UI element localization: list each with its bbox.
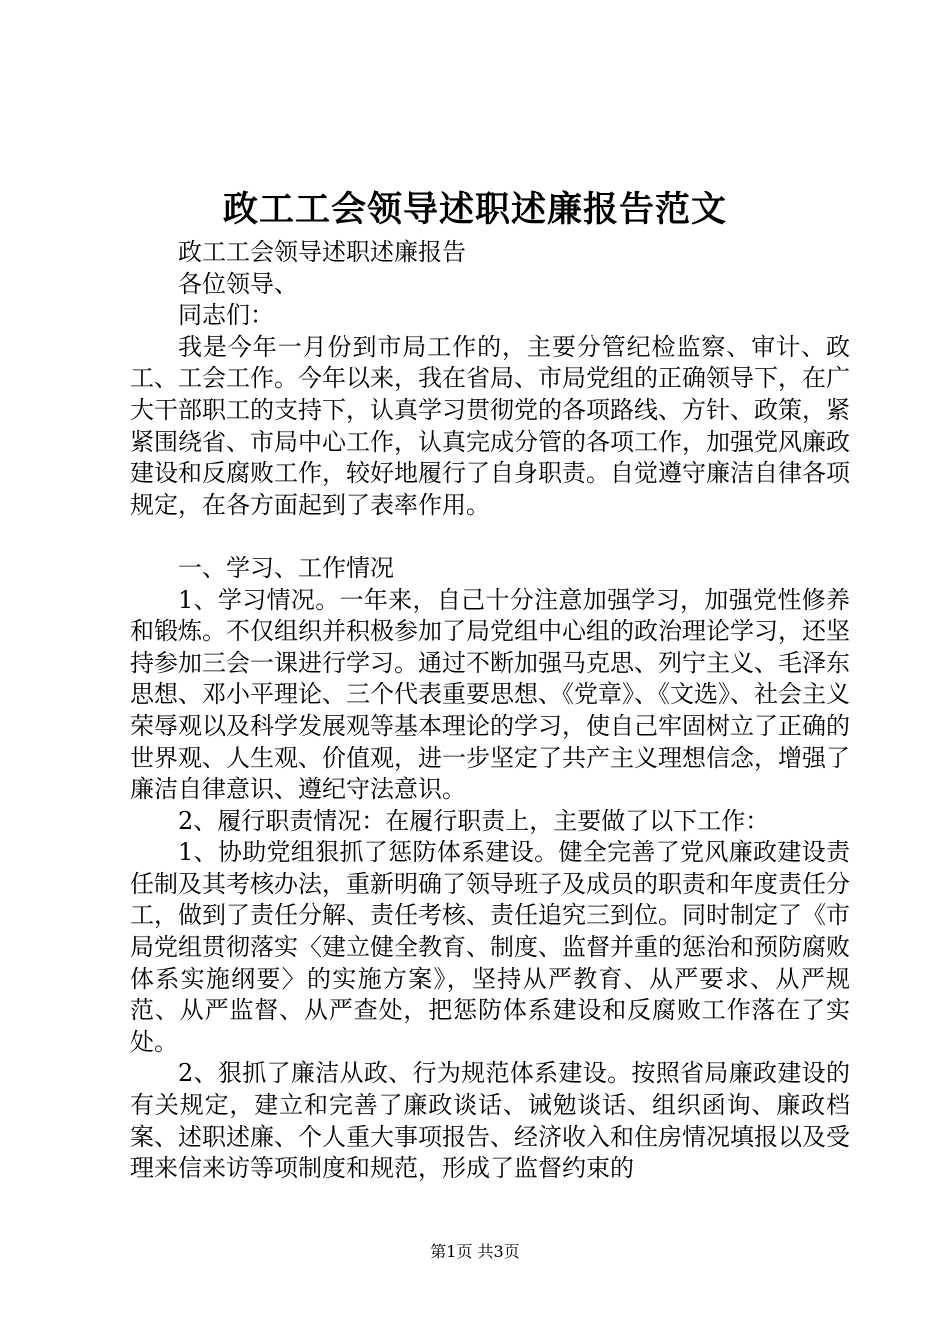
prevention-system-paragraph: 1、协助党组狠抓了惩防体系建设。健全完善了党风廉政建设责任制及其考核办法，重新明确了领导班子及成员的职责和年度责任分工，做到了责任分解、责任考核、责任追究三到位。同时制定了《市局党组贯彻落实〈建立健全教育、制度、监督并重的惩治和预防腐败体系实施纲要〉的实施方案》，坚持从严教育、从严要求、从严规范、从严监督、从严查处，把惩防体系建设和反腐败工作落在了实处。 bbox=[130, 838, 850, 1056]
document-title: 政工工会领导述职述廉报告范文 bbox=[222, 189, 727, 230]
intro-paragraph: 我是今年一月份到市局工作的，主要分管纪检监察、审计、政工、工会工作。今年以来，我在省局、市局党组的正确领导下，在广大干部职工的支持下，认真学习贯彻党的各项路线、方针、政策，紧紧围绕省、市局中心工作，认真完成分管的各项工作，加强党风廉政建设和反腐败工作，较好地履行了自身职责。自觉遵守廉洁自律各项规定，在各方面起到了表率作用。 bbox=[130, 332, 850, 519]
duties-paragraph: 2、履行职责情况：在履行职责上，主要做了以下工作： bbox=[178, 806, 770, 835]
report-heading: 政工工会领导述职述廉报告 bbox=[178, 238, 466, 266]
study-paragraph: 1、学习情况。一年来，自己十分注意加强学习，加强党性修养和锻炼。不仅组织并积极参加了局党组中心组的政治理论学习，还坚持参加三会一课进行学习。通过不断加强马克思、列宁主义、毛泽东思想、邓小平理论、三个代表重要思想、《党章》、《文选》、社会主义荣辱观以及科学发展观等基本理论的学习，使自己牢固树立了正确的世界观、人生观、价值观，进一步坚定了共产主义理想信念，增强了廉洁自律意识、遵纪守法意识。 bbox=[130, 585, 850, 804]
section-heading-1: 一、学习、工作情况 bbox=[178, 553, 394, 582]
integrity-system-paragraph: 2、狠抓了廉洁从政、行为规范体系建设。按照省局廉政建设的有关规定，建立和完善了廉政谈话、诫勉谈话、组织函询、廉政档案、述职述廉、个人重大事项报告、经济收入和住房情况填报以及受理来信来访等项制度和规范，形成了监督约束的 bbox=[130, 1059, 850, 1183]
salutation-line-2: 同志们： bbox=[178, 301, 274, 330]
paragraph-spacer bbox=[130, 521, 850, 553]
page-number-footer: 第1页 共3页 bbox=[430, 1242, 520, 1261]
document-body bbox=[130, 237, 850, 1185]
salutation-line-1: 各位领导、 bbox=[178, 269, 298, 298]
